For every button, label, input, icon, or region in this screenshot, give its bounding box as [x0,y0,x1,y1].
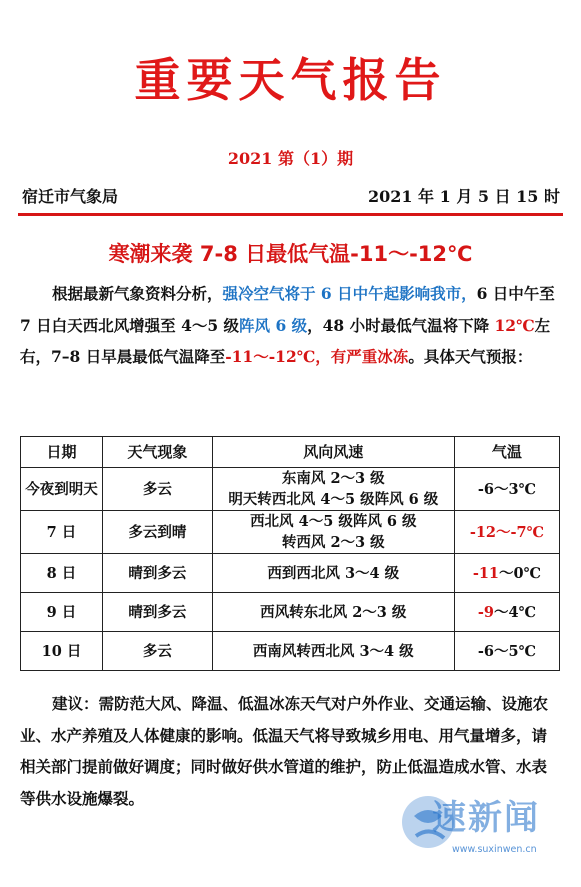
temp-high: ～5℃ [493,642,536,660]
body-paragraph [20,278,560,373]
row-date: 9 日 [21,593,103,632]
temp-high: ～0℃ [499,564,541,582]
row-wind [212,468,454,511]
row-date: 8 日 [21,554,103,593]
row-date: 今夜到明天 [21,468,103,511]
row-temp [454,511,559,554]
row-temp [454,593,559,632]
temp-low: -6 [477,642,494,660]
body-segment: ，48 小时最低气温将下降 [307,315,495,335]
table-row [21,632,560,671]
row-temp [454,632,559,671]
body-segment: 左右，7–8 日早晨最低气温降至 [20,315,551,366]
cold-air-highlight: 强冷空气将于 6 日中午起影响我市， [222,284,477,303]
header-divider [18,213,563,216]
row-temp [454,554,559,593]
body-segment: 根据最新气象资料分析， [52,284,223,303]
header-weather: 天气现象 [102,437,212,468]
temp-high: ～-7℃ [496,523,545,541]
row-date: 10 日 [21,632,103,671]
header-date: 日期 [21,437,103,468]
table-row [21,511,560,554]
temp-low: -11 [472,564,500,582]
temp-drop-highlight: 12℃ [494,315,535,335]
min-temp-highlight: -11～-12℃，有严重冰冻 [225,347,409,366]
temp-high: ～3℃ [493,480,536,498]
row-weather: 晴到多云 [102,554,212,593]
row-wind: 西到西北风 3～4 级 [212,554,454,593]
row-weather: 晴到多云 [102,593,212,632]
row-wind: 西南风转西北风 3～4 级 [212,632,454,671]
row-weather: 多云 [102,468,212,511]
advice-paragraph: 建议：需防范大风、降温、低温冰冻天气对户外作业、交通运输、设施农业、水产养殖及人体健康的影响。低温天气将导致城乡用电、用气量增多，请相关部门提前做好调度；同时做好供水管道的维护，防止低温造成水管、水表等供水设施爆裂。 [20,694,549,808]
header-temp: 气温 [454,437,559,468]
issuer: 宿迁市气象局 [22,187,119,206]
watermark-text: 速新闻 [432,798,540,838]
wind-line: 明天转西北风 4～5 级阵风 6 级 [228,491,439,508]
headline: 寒潮来袭 7-8 日最低气温-11～-12℃ [108,242,473,266]
body-segment: 。具体天气预报： [408,347,533,366]
meta-row [22,184,560,207]
header-wind: 风向风速 [212,437,454,468]
row-wind [212,511,454,554]
watermark-url: www.suxinwen.cn [452,844,537,855]
body-segment: 6 日中午至 7 日白天西北风增强至 4～5 级 [20,284,555,335]
wind-line: 东南风 2～3 级 [281,470,385,487]
wind-line: 西北风 4～5 级阵风 6 级 [250,513,417,530]
temp-high: ～4℃ [493,603,536,621]
forecast-table [20,436,560,671]
row-wind: 西风转东北风 2～3 级 [212,593,454,632]
table-row [21,593,560,632]
gust-highlight: 阵风 6 级 [239,315,308,335]
temp-low: -6 [477,480,494,498]
temp-low: -9 [477,603,494,621]
wind-line: 转西风 2～3 级 [281,534,385,551]
row-weather: 多云到晴 [102,511,212,554]
issue-number: 2021 第（1）期 [227,149,354,168]
table-header-row [21,437,560,468]
row-date: 7 日 [21,511,103,554]
row-weather: 多云 [102,632,212,671]
row-temp [454,468,559,511]
issue-datetime: 2021 年 1 月 5 日 15 时 [367,187,560,206]
temp-low: -12 [469,523,497,541]
table-row [21,554,560,593]
table-row [21,468,560,511]
report-title: 重要天气报告 [134,53,447,107]
